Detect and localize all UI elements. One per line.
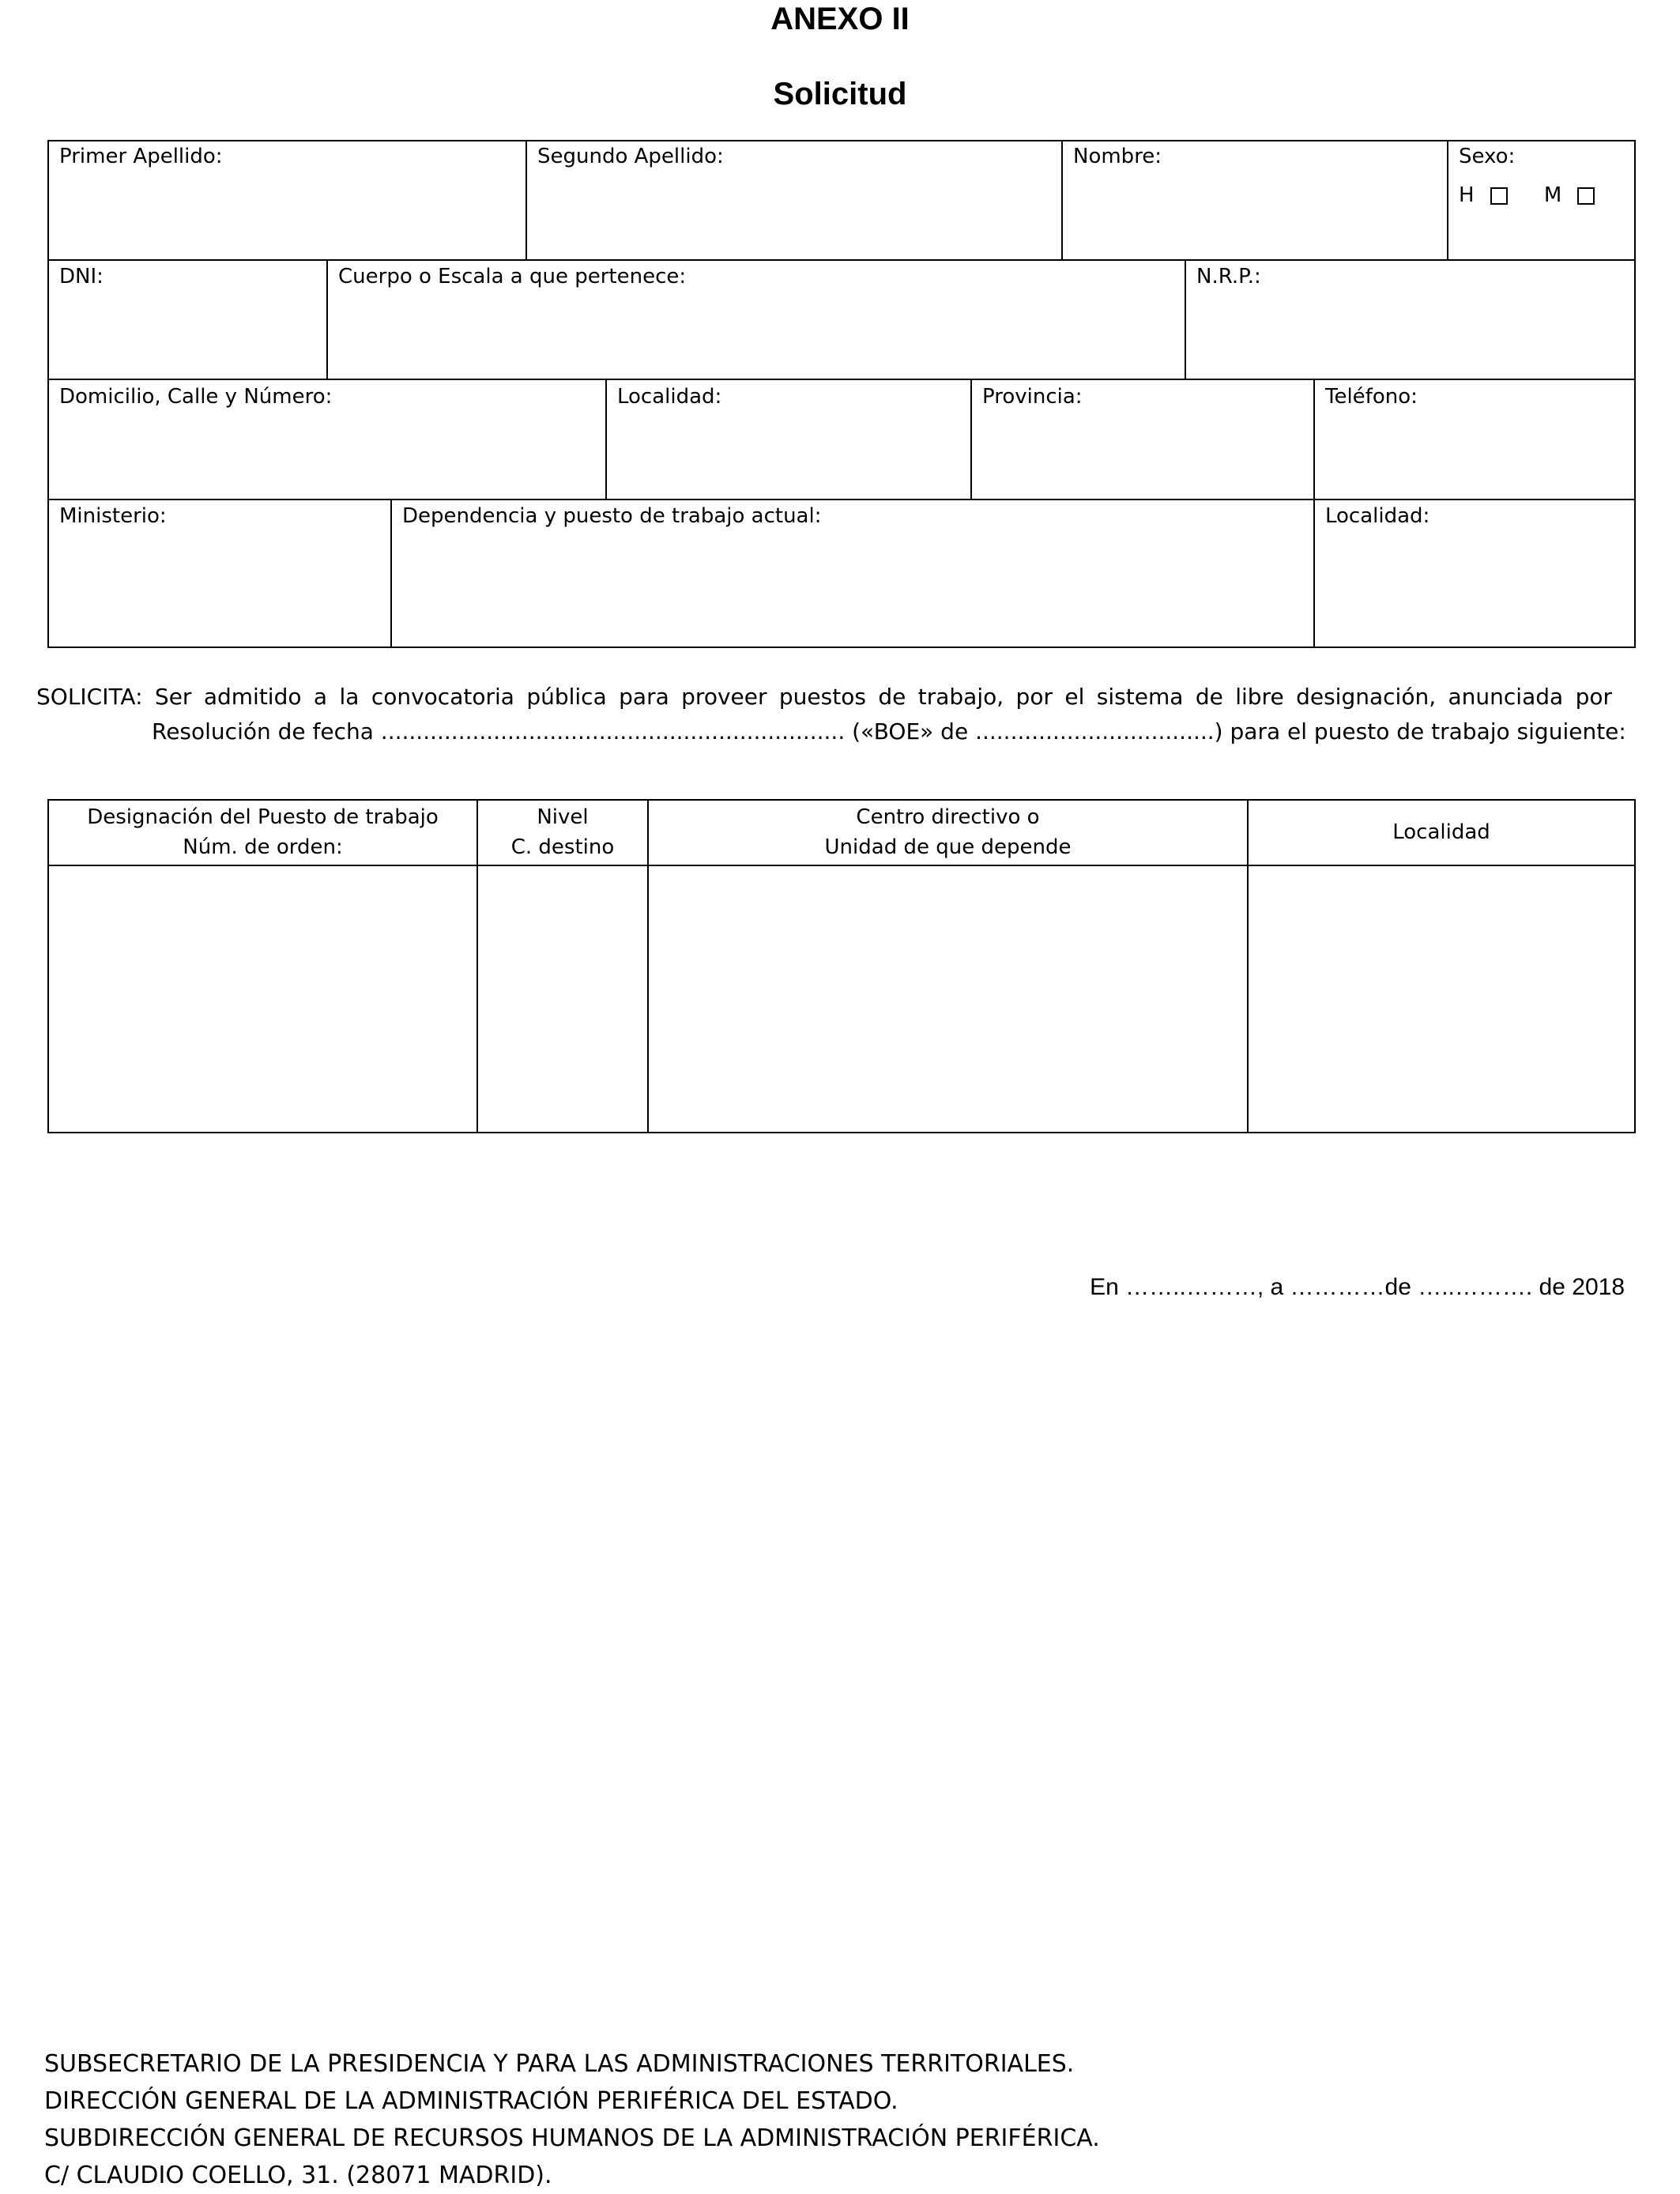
annex-heading: ANEXO II bbox=[770, 2, 910, 36]
column-header-centro bbox=[649, 802, 1247, 862]
telefono-field[interactable]: Teléfono: bbox=[1325, 385, 1418, 409]
dni-field[interactable]: DNI: bbox=[59, 265, 104, 288]
sexo-m-label: M bbox=[1543, 183, 1562, 207]
column-header-line: Nivel bbox=[537, 805, 589, 829]
footer-line: SUBSECRETARIO DE LA PRESIDENCIA Y PARA LAS ADMINISTRACIONES TERRITORIALES. bbox=[44, 2050, 1075, 2078]
cell-divider bbox=[1061, 140, 1063, 260]
solicita-line-2: Resolución de fecha .................................................................. («BOE» de ..................................) para el puesto de trabajo siguiente: bbox=[152, 718, 1626, 745]
nrp-field[interactable]: N.R.P.: bbox=[1196, 265, 1261, 288]
column-header-localidad bbox=[1249, 817, 1634, 847]
column-header-line: Centro directivo o bbox=[856, 805, 1040, 829]
solicita-paragraph bbox=[36, 680, 1626, 749]
provincia-field[interactable]: Provincia: bbox=[982, 385, 1083, 409]
row-divider bbox=[47, 499, 1636, 500]
sexo-m-checkbox[interactable] bbox=[1577, 187, 1595, 205]
column-header-line: Núm. de orden: bbox=[183, 835, 343, 859]
localidad-field[interactable]: Localidad: bbox=[617, 385, 722, 409]
place-date-line: En ……..………, a …………de …..………. de 2018 bbox=[1090, 1274, 1625, 1300]
column-header-line: C. destino bbox=[510, 835, 615, 859]
cuerpo-escala-field[interactable]: Cuerpo o Escala a que pertenece: bbox=[338, 265, 687, 288]
footer-line: SUBDIRECCIÓN GENERAL DE RECURSOS HUMANOS DE LA ADMINISTRACIÓN PERIFÉRICA. bbox=[44, 2124, 1100, 2152]
solicita-line-1: SOLICITA: Ser admitido a la convocatoria pública para proveer puestos de trabajo, por el sistema de libre designación, anunciada por bbox=[36, 684, 1612, 710]
column-header-designacion bbox=[49, 802, 477, 862]
column-header-line: Unidad de que depende bbox=[824, 835, 1072, 859]
footer-line: C/ CLAUDIO COELLO, 31. (28071 MADRID). bbox=[44, 2162, 552, 2189]
form-title: Solicitud bbox=[773, 77, 907, 111]
cell-divider bbox=[1447, 140, 1448, 260]
primer-apellido-field[interactable]: Primer Apellido: bbox=[59, 145, 223, 168]
cell-divider bbox=[326, 259, 328, 379]
cell-divider bbox=[1313, 499, 1315, 648]
footer-address bbox=[44, 2045, 1100, 2194]
sexo-options bbox=[1459, 183, 1625, 207]
row-divider bbox=[47, 259, 1636, 261]
column-header-nivel bbox=[478, 802, 647, 862]
sexo-label: Sexo: bbox=[1459, 145, 1516, 168]
cell-divider bbox=[1313, 379, 1315, 499]
footer-line: DIRECCIÓN GENERAL DE LA ADMINISTRACIÓN PERIFÉRICA DEL ESTADO. bbox=[44, 2087, 898, 2115]
localidad-actual-field[interactable]: Localidad: bbox=[1325, 504, 1430, 528]
cell-divider bbox=[525, 140, 527, 260]
row-divider bbox=[47, 379, 1636, 380]
column-header-line: Designación del Puesto de trabajo bbox=[87, 805, 439, 829]
centro-cell[interactable] bbox=[649, 866, 1247, 1132]
cell-divider bbox=[970, 379, 972, 499]
segundo-apellido-field[interactable]: Segundo Apellido: bbox=[537, 145, 724, 168]
nivel-cell[interactable] bbox=[478, 866, 647, 1132]
cell-divider bbox=[605, 379, 607, 499]
sexo-h-checkbox[interactable] bbox=[1490, 187, 1508, 205]
localidad-cell[interactable] bbox=[1249, 866, 1634, 1132]
cell-divider bbox=[390, 499, 392, 648]
dependencia-field[interactable]: Dependencia y puesto de trabajo actual: bbox=[402, 504, 822, 528]
cell-divider bbox=[1185, 259, 1186, 379]
sexo-h-label: H bbox=[1459, 183, 1475, 207]
ministerio-field[interactable]: Ministerio: bbox=[59, 504, 167, 528]
column-header-line: Localidad bbox=[1392, 820, 1490, 844]
nombre-field[interactable]: Nombre: bbox=[1073, 145, 1162, 168]
domicilio-field[interactable]: Domicilio, Calle y Número: bbox=[59, 385, 333, 409]
designacion-cell[interactable] bbox=[49, 866, 477, 1132]
